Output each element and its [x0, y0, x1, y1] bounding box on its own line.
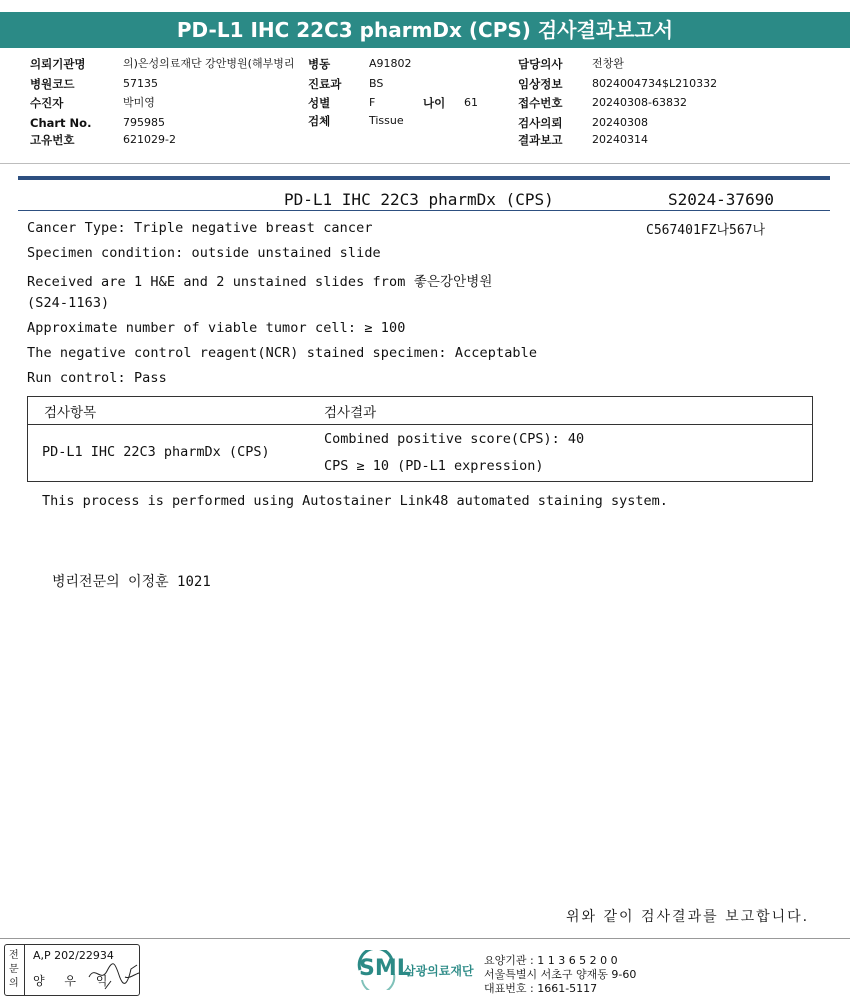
patient-label: 수진자 [30, 96, 64, 110]
ncr-line: The negative control reagent(NCR) stained specimen: Acceptable [27, 345, 538, 361]
result-cps-score: Combined positive score(CPS): 40 [324, 431, 585, 447]
age-value: 61 [464, 96, 478, 109]
report-closing-statement: 위와 같이 검사결과를 보고합니다. [566, 909, 810, 925]
run-control-line: Run control: Pass [27, 370, 167, 386]
pathologist-signature: 병리전문의 이정훈 1021 [52, 574, 211, 590]
institution-code: 요양기관 : 1 1 3 6 5 2 0 0 [484, 954, 618, 967]
result-item: PD-L1 IHC 22C3 pharmDx (CPS) [42, 444, 270, 460]
receipt-no-value: 20240308-63832 [592, 96, 687, 109]
section-rule-top [18, 176, 830, 180]
unique-no-value: 621029-2 [123, 133, 176, 146]
cancer-type-line: Cancer Type: Triple negative breast cancer [27, 220, 373, 236]
barcode-text: C567401FZ나567나 [646, 223, 766, 238]
logo-name: 삼광의료재단 [404, 964, 474, 978]
specimen-condition-line: Specimen condition: outside unstained slide [27, 245, 381, 261]
outside-number-line: (S24-1163) [27, 295, 110, 311]
clinical-info-value: 8024004734$L210332 [592, 77, 718, 90]
specimen-value: Tissue [369, 114, 404, 127]
report-date-label: 결과보고 [518, 133, 563, 147]
sex-label: 성별 [308, 96, 331, 110]
tumor-cell-line: Approximate number of viable tumor cell: ≥ 100 [27, 320, 406, 336]
request-date-label: 검사의뢰 [518, 116, 563, 130]
approval-stamp [4, 944, 140, 996]
doctor-label: 담당의사 [518, 57, 563, 71]
clinical-info-label: 임상정보 [518, 77, 563, 91]
age-label: 나이 [423, 96, 446, 110]
department-label: 진료과 [308, 77, 342, 91]
chart-no-label: Chart No. [30, 116, 92, 130]
institution-value: 의)은성의료재단 강안병원(해부병리 [123, 57, 295, 70]
report-date-value: 20240314 [592, 133, 648, 146]
lab-address: 서울특별시 서초구 양재동 9-60 [484, 968, 637, 981]
column-header-result: 검사결과 [324, 405, 377, 421]
institution-label: 의뢰기관명 [30, 57, 86, 71]
sex-value: F [369, 96, 376, 109]
stamp-name: 양 우 익 [33, 974, 116, 988]
result-interpretation: CPS ≥ 10 (PD-L1 expression) [324, 458, 544, 474]
stamp-side-text: 전문의 [9, 950, 19, 989]
department-value: BS [369, 77, 384, 90]
hospital-code-label: 병원코드 [30, 77, 75, 91]
chart-no-value: 795985 [123, 116, 165, 129]
footer-divider [0, 938, 850, 939]
stamp-code: A,P 202/22934 [33, 949, 114, 962]
ward-value: A91802 [369, 57, 412, 70]
result-table [27, 396, 813, 482]
process-footnote: This process is performed using Autostainer Link48 automated staining system. [42, 493, 668, 509]
column-header-item: 검사항목 [44, 405, 97, 421]
ward-label: 병동 [308, 57, 331, 71]
test-name: PD-L1 IHC 22C3 pharmDx (CPS) [284, 190, 554, 209]
patient-value: 박미영 [123, 96, 155, 109]
header-divider [0, 163, 850, 164]
doctor-value: 전창완 [592, 57, 624, 70]
receipt-no-label: 접수번호 [518, 96, 563, 110]
specimen-label: 검체 [308, 114, 331, 128]
hospital-code-value: 57135 [123, 77, 158, 90]
request-date-value: 20240308 [592, 116, 648, 129]
table-header-divider [28, 424, 812, 425]
section-rule-bottom [18, 210, 830, 211]
handwritten-signature [85, 957, 141, 991]
unique-no-label: 고유번호 [30, 133, 75, 147]
received-line: Received are 1 H&E and 2 unstained slides from 좋은강안병원 [27, 274, 493, 290]
lab-phone: 대표번호 : 1661-5117 [484, 982, 598, 995]
stamp-side-label [5, 945, 25, 995]
specimen-number: S2024-37690 [668, 190, 774, 209]
logo-abbreviation: SML [359, 956, 411, 981]
report-title: PD-L1 IHC 22C3 pharmDx (CPS) 검사결과보고서 [0, 12, 850, 48]
